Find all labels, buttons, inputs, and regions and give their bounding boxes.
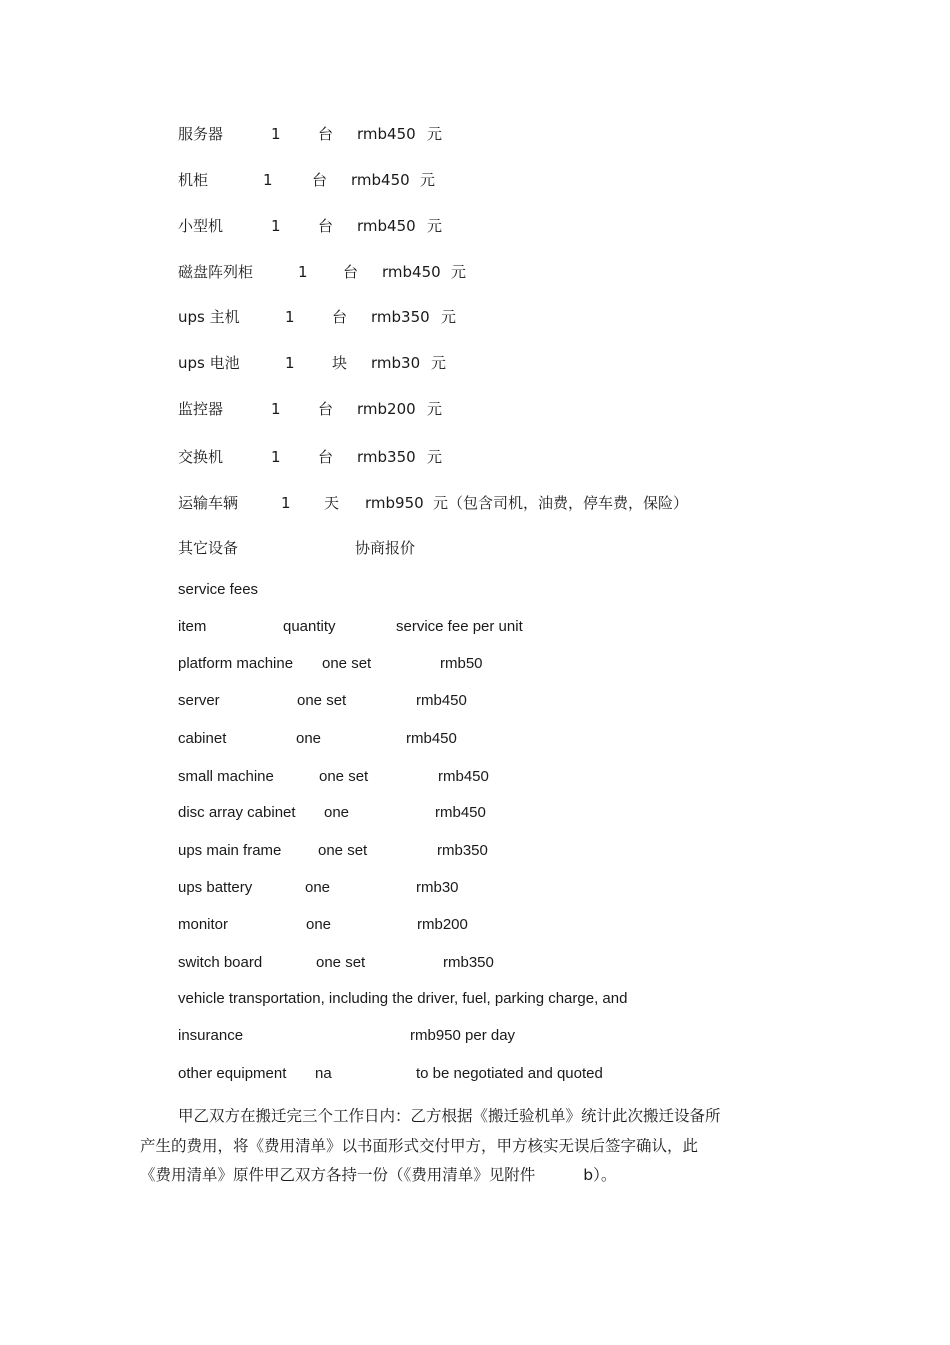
cn-item-qty: 1	[271, 217, 281, 235]
en-item: disc array cabinet	[178, 804, 296, 821]
cn-item-unit: 台	[332, 308, 348, 326]
cn-item-unit: 台	[312, 171, 328, 189]
cn-item-qty: 1	[271, 400, 281, 418]
cn-item-name: 监控器	[178, 400, 224, 418]
en-quantity: one set	[318, 842, 368, 859]
cn-item-price: rmb450	[382, 263, 441, 281]
en-header-item: item	[178, 618, 207, 635]
cn-other-quote: 协商报价	[355, 539, 416, 557]
cn-item-unit: 块	[332, 354, 348, 372]
paragraph-line: 甲乙双方在搬迁完三个工作日内：乙方根据《搬迁验机单》统计此次搬迁设备所	[178, 1107, 721, 1125]
en-quantity: one	[306, 916, 332, 933]
paragraph-line-text: 《费用清单》原件甲乙双方各持一份（《费用清单》见附件	[140, 1166, 536, 1184]
en-header-quantity: quantity	[283, 618, 336, 635]
cn-item-name: 磁盘阵列柜	[178, 263, 254, 281]
cn-item-unit: 台	[318, 125, 334, 143]
cn-item-price: rmb950	[365, 494, 424, 512]
cn-item-name: 运输车辆	[178, 494, 239, 512]
cn-item-price: rmb350	[357, 448, 416, 466]
cn-other-name: 其它设备	[178, 539, 239, 557]
cn-item-currency: 元	[427, 400, 443, 418]
en-fee: rmb50	[440, 655, 483, 672]
en-section-title: service fees	[178, 581, 259, 598]
cn-item-unit: 天	[324, 494, 340, 512]
cn-item-currency: 元	[431, 354, 447, 372]
cn-item-name: ups 主机	[178, 308, 240, 326]
en-vehicle-fee: rmb950 per day	[410, 1027, 516, 1044]
cn-item-price: rmb30	[371, 354, 421, 372]
en-vehicle-item: insurance	[178, 1027, 244, 1044]
en-fee: rmb350	[443, 954, 494, 971]
en-fee: rmb450	[416, 692, 467, 709]
cn-item-currency: 元	[441, 308, 457, 326]
en-quantity: one	[296, 730, 322, 747]
cn-item-price: rmb200	[357, 400, 416, 418]
en-quantity: one	[305, 879, 331, 896]
en-item: monitor	[178, 916, 229, 933]
paragraph-line: 产生的费用，将《费用清单》以书面形式交付甲方，甲方核实无误后签字确认，此	[140, 1136, 699, 1155]
en-fee: rmb450	[406, 730, 457, 747]
en-item: switch board	[178, 954, 263, 971]
en-fee: rmb450	[435, 804, 486, 821]
cn-item-name: 小型机	[178, 217, 224, 235]
cn-item-qty: 1	[281, 494, 291, 512]
cn-item-currency: 元	[427, 448, 443, 466]
cn-item-price: rmb450	[351, 171, 410, 189]
en-item: platform machine	[178, 655, 294, 672]
en-quantity: one set	[297, 692, 347, 709]
cn-item-currency: 元	[427, 125, 443, 143]
paragraph-attachment-ref: b）。	[583, 1166, 617, 1184]
cn-item-unit: 台	[318, 400, 334, 418]
en-quantity: one set	[319, 768, 369, 785]
cn-item-qty: 1	[271, 448, 281, 466]
cn-item-qty: 1	[285, 354, 295, 372]
en-other-fee: to be negotiated and quoted	[416, 1065, 603, 1082]
cn-item-qty: 1	[271, 125, 281, 143]
cn-item-note: （包含司机，油费，停车费，保险）	[448, 494, 689, 512]
cn-item-name: ups 电池	[178, 354, 240, 372]
en-vehicle-description: vehicle transportation, including the driver, fuel, parking charge, and	[178, 990, 628, 1007]
en-fee: rmb30	[416, 879, 459, 896]
en-item: server	[178, 692, 220, 709]
cn-item-currency: 元	[420, 171, 436, 189]
en-fee: rmb350	[437, 842, 488, 859]
en-item: small machine	[178, 768, 274, 785]
cn-item-name: 交换机	[178, 448, 224, 466]
cn-item-price: rmb450	[357, 217, 416, 235]
en-item: ups main frame	[178, 842, 282, 859]
cn-item-qty: 1	[263, 171, 273, 189]
en-header-fee: service fee per unit	[396, 618, 523, 635]
cn-item-name: 机柜	[178, 171, 209, 189]
en-fee: rmb450	[438, 768, 489, 785]
closing-paragraph	[140, 1102, 760, 1191]
cn-item-qty: 1	[285, 308, 295, 326]
cn-item-unit: 台	[343, 263, 359, 281]
en-item: cabinet	[178, 730, 227, 747]
cn-item-currency: 元	[451, 263, 467, 281]
en-other-item: other equipment	[178, 1065, 287, 1082]
cn-item-unit: 台	[318, 217, 334, 235]
cn-item-name: 服务器	[178, 125, 224, 143]
en-quantity: one set	[316, 954, 366, 971]
en-item: ups battery	[178, 879, 253, 896]
en-quantity: one set	[322, 655, 372, 672]
en-other-quantity: na	[315, 1065, 332, 1082]
cn-item-price: rmb450	[357, 125, 416, 143]
cn-item-qty: 1	[298, 263, 308, 281]
paragraph-line-last	[140, 1161, 760, 1191]
cn-item-currency: 元	[433, 494, 449, 512]
cn-item-currency: 元	[427, 217, 443, 235]
cn-item-price: rmb350	[371, 308, 430, 326]
en-quantity: one	[324, 804, 350, 821]
cn-item-unit: 台	[318, 448, 334, 466]
en-fee: rmb200	[417, 916, 468, 933]
